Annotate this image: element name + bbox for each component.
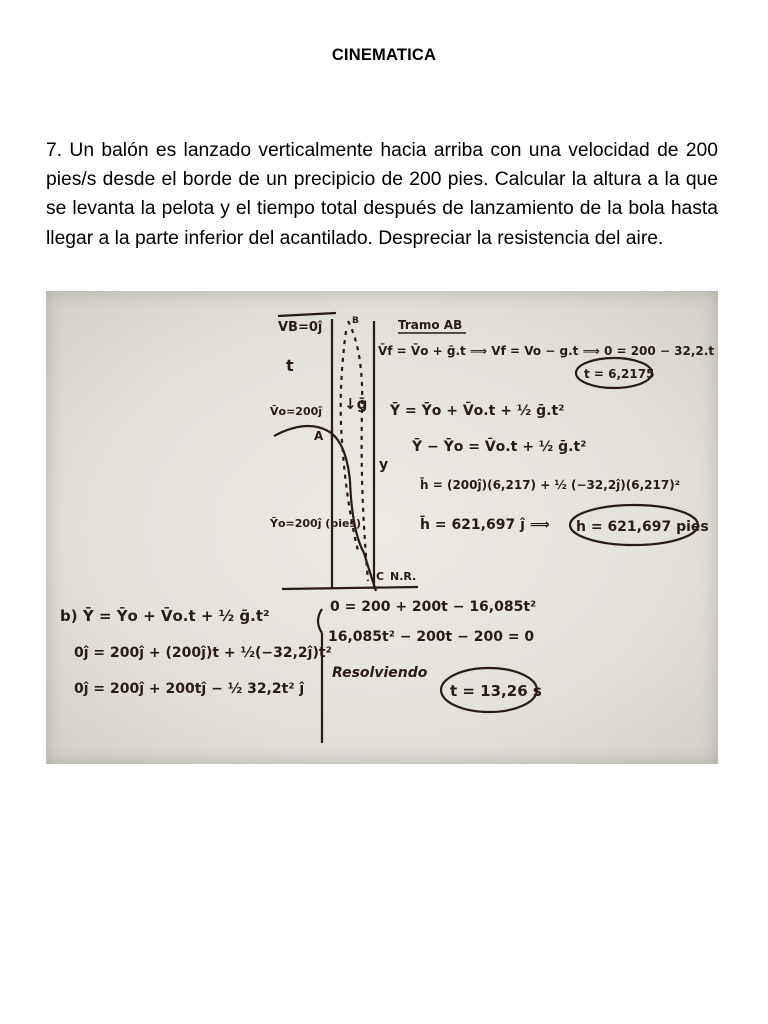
v0-label: V̄o=200ĵ bbox=[270, 405, 323, 418]
point-a-label: A bbox=[314, 429, 324, 443]
page-title: CINEMATICA bbox=[331, 46, 437, 64]
part-b-brace bbox=[318, 609, 322, 633]
return-trajectory-dashed bbox=[348, 321, 368, 581]
part-a-eq5: h̄ = 621,697 ĵ ⟹ bbox=[420, 517, 550, 533]
part-a-eq4: h̄ = (200ĵ)(6,217) + ½ (−32,2ĵ)(6,217)² bbox=[420, 478, 680, 492]
part-b-eq1: b) Ȳ = Ȳo + V̄o.t + ½ ḡ.t² bbox=[60, 607, 270, 625]
ground-line bbox=[282, 587, 418, 589]
part-a-eq2: Ȳ = Ȳo + V̄o.t + ½ ḡ.t² bbox=[390, 403, 565, 419]
cliff-edge-line bbox=[274, 426, 376, 591]
part-a-eq3: Ȳ − Ȳo = V̄o.t + ½ ḡ.t² bbox=[412, 439, 587, 455]
tramo-ab-heading: Tramo AB bbox=[398, 318, 463, 332]
part-b-eq2: 0ĵ = 200ĵ + (200ĵ)t + ½(−32,2ĵ)t² bbox=[74, 645, 332, 661]
part-b-t-result: t = 13,26 s bbox=[450, 682, 542, 700]
y-label: y bbox=[379, 457, 389, 473]
problem-statement: 7. Un balón es lanzado verticalmente hacia arriba con una velocidad de 200 pies/s desde el borde de un precipicio de 200 pies. Calcular la altura a la que se levanta la pelota y el tiempo total después de lanzamiento de la bola hasta llegar a la parte inferior del acantilado. Despreciar la resistencia del aire. bbox=[46, 140, 718, 249]
g-label: ↓ḡ bbox=[344, 395, 368, 413]
t-label: t bbox=[286, 356, 294, 375]
top-line bbox=[278, 313, 336, 316]
part-b-eq4: 0 = 200 + 200t − 16,085t² bbox=[330, 599, 537, 615]
reference-level-label: N.R. bbox=[390, 570, 417, 583]
point-b-label: B bbox=[352, 316, 359, 326]
solution-drawing bbox=[46, 291, 718, 764]
part-a-eq1: V̄f = V̄o + ḡ.t ⟹ Vf = Vo − g.t ⟹ 0 = 200 − 32,2.t bbox=[378, 344, 715, 358]
part-b-eq5: 16,085t² − 200t − 200 = 0 bbox=[328, 629, 535, 645]
handwritten-solution-photo bbox=[46, 291, 718, 764]
part-b-eq3: 0ĵ = 200ĵ + 200tĵ − ½ 32,2t² ĵ bbox=[74, 681, 305, 697]
y0-label: Ȳo=200ĵ (pies) bbox=[270, 517, 362, 530]
resolviendo-label: Resolviendo bbox=[332, 665, 428, 681]
part-a-h-result: h = 621,697 pies bbox=[576, 519, 709, 535]
point-c-label: C bbox=[376, 570, 385, 583]
part-a-t-result: t = 6,2175 bbox=[584, 367, 655, 381]
vb-label: VB=0ĵ bbox=[278, 320, 323, 335]
